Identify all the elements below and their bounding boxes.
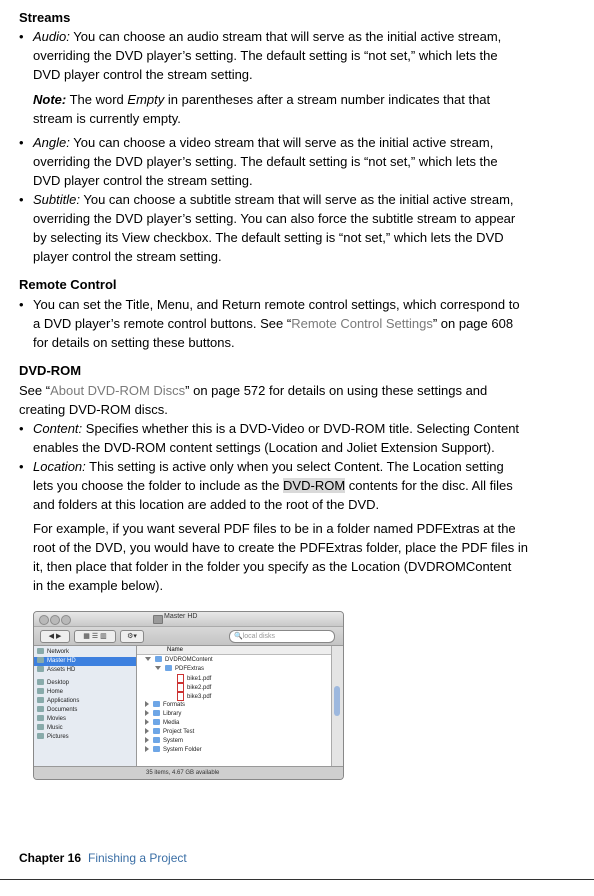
disclosure-closed-icon [145,737,149,743]
subtitle-line-3: by selecting its View checkbox. The default setting is “not set,” which lets the DVD [33,230,504,245]
hard-drive-icon [153,615,163,624]
music-icon [37,724,44,730]
list-item [177,674,211,683]
finder-file-list [137,646,331,766]
subtitle-line-4: player control the stream setting. [33,249,222,264]
list-item-label: System Folder [163,747,202,753]
footer-chapter-number: Chapter 16 [19,851,82,865]
audio-line-3: DVD player control the stream setting. [33,67,253,82]
location-text-1: This setting is active only when you select Content. The Location setting [85,459,504,474]
pdf-file-icon [177,683,184,692]
folder-icon [155,656,162,662]
folder-icon [153,701,160,707]
desktop-icon [37,679,44,685]
note-line-2: stream is currently empty. [33,111,181,126]
remote-line-1: You can set the Title, Menu, and Return remote control settings, which correspond to [33,297,520,312]
disclosure-closed-icon [145,719,149,725]
remote-line-3: for details on setting these buttons. [33,335,235,350]
audio-line-1 [33,27,501,46]
note-text-a: The word [66,92,128,107]
disclosure-closed-icon [145,746,149,752]
sidebar-item [37,706,77,715]
audio-text-1: You can choose an audio stream that will serve as the initial active stream, [69,29,502,44]
finder-window-title: Master HD [164,613,198,620]
pdf-file-icon [177,692,184,701]
sidebar-item-label: Home [47,689,64,695]
list-item [145,719,179,727]
search-field: 🔍local disks [229,630,335,643]
location-line-2 [33,476,513,495]
list-item [177,683,211,692]
sidebar-item-label: Assets HD [47,667,76,673]
section-heading-remote-control: Remote Control [19,277,117,292]
list-item-label: PDFExtras [175,666,205,672]
scroll-thumb [334,686,340,716]
sidebar-item [37,648,69,657]
sidebar-item [37,679,69,688]
location-label: Location: [33,459,86,474]
folder-icon [165,665,172,671]
view-mode-icon: ▦ ☰ ▥ [74,630,116,643]
list-item-label: bike2.pdf [187,685,212,692]
section-heading-streams: Streams [19,10,71,25]
location-text-2b: contents for the disc. All files [345,478,513,493]
finder-status-bar [34,766,343,779]
pdf-file-icon [177,674,184,683]
disclosure-open-icon [145,657,151,661]
footer-divider [0,879,594,880]
search-placeholder: local disks [242,633,276,640]
pictures-icon [37,733,44,739]
list-item [145,701,185,709]
list-item [145,728,194,736]
bullet-dot: • [19,421,24,436]
content-line-2: enables the DVD-ROM content settings (Location and Joliet Extension Support). [33,440,495,455]
about-dvd-rom-discs-link[interactable]: About DVD-ROM Discs [50,383,186,398]
folder-icon [153,737,160,743]
audio-label: Audio: [33,29,70,44]
example-line-2: root of the DVD, you would have to create the PDFExtras folder, place the PDF files in [33,540,528,555]
remote-control-settings-link[interactable]: Remote Control Settings [291,316,433,331]
column-header [137,646,331,655]
list-item-label: Media [163,720,180,726]
sidebar-item-label: Applications [47,698,80,704]
list-item [145,737,183,745]
angle-line-2: overriding the DVD player’s setting. The default setting is “not set,” which lets the [33,154,498,169]
sidebar-item-label: Pictures [47,734,69,740]
sidebar-item-label: Music [47,725,63,731]
network-icon [37,648,44,654]
remote-text-a: a DVD player’s remote control buttons. See “ [33,316,292,331]
vertical-scrollbar [331,646,343,766]
list-item [155,665,204,673]
list-item-label: bike1.pdf [187,676,212,683]
sidebar-item [37,724,63,733]
dvdrom-intro-line-1 [19,381,487,400]
subtitle-label: Subtitle: [33,192,80,207]
note-text-b: in parentheses after a stream number indicates that that [164,92,491,107]
sidebar-item [37,688,63,697]
content-text-1: Specifies whether this is a DVD-Video or DVD-ROM title. Selecting Content [82,421,520,436]
column-header-name: Name [167,647,184,653]
drive-icon [37,666,44,672]
list-item [145,710,181,718]
content-label: Content: [33,421,83,436]
sidebar-item-label: Network [47,649,70,655]
highlighted-term: DVD-ROM [283,478,346,493]
note-empty-word: Empty [127,92,165,107]
zoom-window-icon [61,615,71,625]
disclosure-closed-icon [145,728,149,734]
documents-icon [37,706,44,712]
angle-text-1: You can choose a video stream that will serve as the initial active stream, [69,135,494,150]
list-item-label: Project Test [163,729,195,735]
bullet-dot: • [19,459,24,474]
sidebar-item-label: Desktop [47,680,70,686]
bullet-dot: • [19,135,24,150]
movies-icon [37,715,44,721]
bullet-dot: • [19,192,24,207]
audio-line-2: overriding the DVD player’s setting. The default setting is “not set,” which lets the [33,48,498,63]
home-icon [37,688,44,694]
close-window-icon [39,615,49,625]
folder-icon [153,728,160,734]
folder-icon [153,719,160,725]
list-item [145,746,202,754]
disclosure-closed-icon [145,710,149,716]
sidebar-item [37,733,69,742]
back-forward-icon: ◀ ▶ [40,630,70,643]
subtitle-line-2: overriding the DVD player’s setting. You can also force the subtitle stream to appear [33,211,516,226]
remote-text-b: ” on page 608 [432,316,514,331]
subtitle-text-1: You can choose a subtitle stream that will serve as the initial active stream, [79,192,514,207]
sidebar-item [37,715,66,724]
sidebar-item-label: Master HD [47,658,76,664]
angle-line-1 [33,133,493,152]
example-line-3: it, then place that folder in the folder you specify as the Location (DVDROMContent [33,559,512,574]
angle-label: Angle: [33,135,70,150]
example-line-4: in the example below). [33,578,164,593]
note-line-1 [33,90,490,109]
sidebar-item-label: Documents [47,707,78,713]
list-item [177,692,211,701]
sidebar-item [37,666,75,675]
list-item-label: Formats [163,702,186,708]
dvdrom-intro-line-2: creating DVD-ROM discs. [19,402,168,417]
list-item [145,656,213,664]
location-text-2a: lets you choose the folder to include as the [33,478,284,493]
bullet-dot: • [19,297,24,312]
folder-icon [153,746,160,752]
location-line-3: and folders at this location are added to the root of the DVD. [33,497,380,512]
folder-icon [153,710,160,716]
angle-line-3: DVD player control the stream setting. [33,173,253,188]
disclosure-open-icon [155,666,161,670]
finder-window-screenshot [33,611,344,780]
list-item-label: System [163,738,184,744]
subtitle-line-1 [33,190,514,209]
finder-sidebar [34,646,137,766]
remote-line-2 [33,314,513,333]
dvdrom-intro-b: ” on page 572 for details on using these settings and [185,383,488,398]
content-line-1 [33,419,519,438]
disclosure-closed-icon [145,701,149,707]
sidebar-item-selected [34,657,136,666]
list-item-label: Library [163,711,182,717]
footer-chapter-title-link[interactable]: Finishing a Project [88,851,187,865]
applications-icon [37,697,44,703]
minimize-window-icon [50,615,60,625]
bullet-dot: • [19,29,24,44]
finder-titlebar [34,612,343,627]
note-label: Note: [33,92,67,107]
sidebar-item [37,697,79,706]
drive-icon [37,657,44,663]
action-gear-icon: ⚙▾ [120,630,144,643]
dvdrom-intro-a: See “ [19,383,51,398]
list-item-label: bike3.pdf [187,694,212,701]
finder-toolbar [34,627,343,646]
section-heading-dvd-rom: DVD-ROM [19,363,82,378]
location-line-1 [33,457,504,476]
status-text: 35 items, 4.67 GB available [146,770,220,776]
sidebar-item-label: Movies [47,716,67,722]
example-line-1: For example, if you want several PDF files to be in a folder named PDFExtras at the [33,521,516,536]
list-item-label: DVDROMContent [165,657,213,663]
